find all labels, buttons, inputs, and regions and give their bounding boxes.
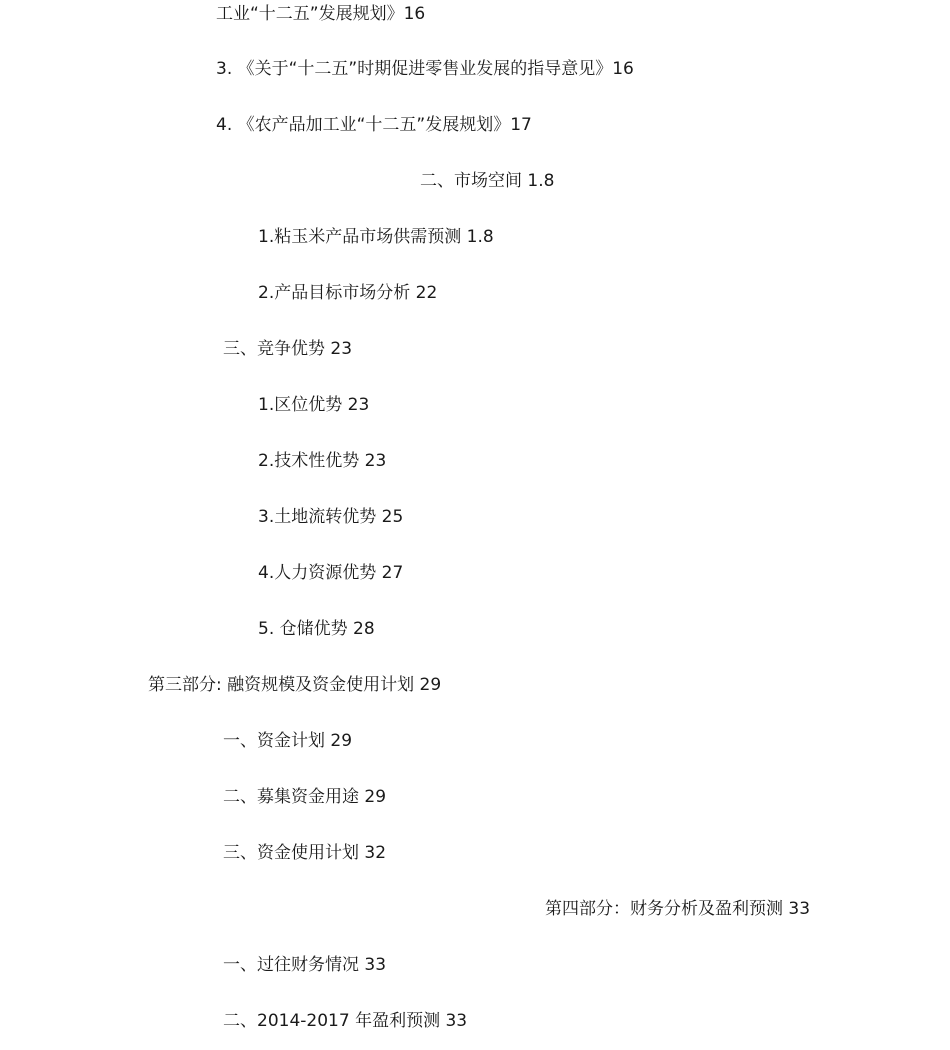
toc-heading: 二、2014-2017 年盈利预测 33 <box>223 1011 468 1031</box>
toc-line: 4.人力资源优势 27 <box>258 563 404 583</box>
toc-line: 1.区位优势 23 <box>258 395 370 415</box>
toc-line: 4. 《农产品加工业“十二五”发展规划》17 <box>216 115 532 135</box>
toc-line: 3.土地流转优势 25 <box>258 507 404 527</box>
toc-heading: 一、过往财务情况 33 <box>223 955 387 975</box>
toc-line: 1.粘玉米产品市场供需预测 1.8 <box>258 227 494 247</box>
toc-line: 工业“十二五”发展规划》16 <box>216 4 426 24</box>
toc-line: 3. 《关于“十二五”时期促进零售业发展的指导意见》16 <box>216 59 634 79</box>
toc-heading: 二、市场空间 1.8 <box>420 171 555 191</box>
toc-line: 5. 仓储优势 28 <box>258 619 375 639</box>
toc-heading: 三、竞争优势 23 <box>223 339 353 359</box>
toc-part-heading: 第四部分：财务分析及盈利预测 33 <box>545 899 811 919</box>
toc-heading: 二、募集资金用途 29 <box>223 787 387 807</box>
toc-part-heading: 第三部分: 融资规模及资金使用计划 29 <box>148 675 442 695</box>
toc-line: 2.产品目标市场分析 22 <box>258 283 438 303</box>
toc-line: 2.技术性优势 23 <box>258 451 387 471</box>
toc-heading: 三、资金使用计划 32 <box>223 843 387 863</box>
toc-heading: 一、资金计划 29 <box>223 731 353 751</box>
